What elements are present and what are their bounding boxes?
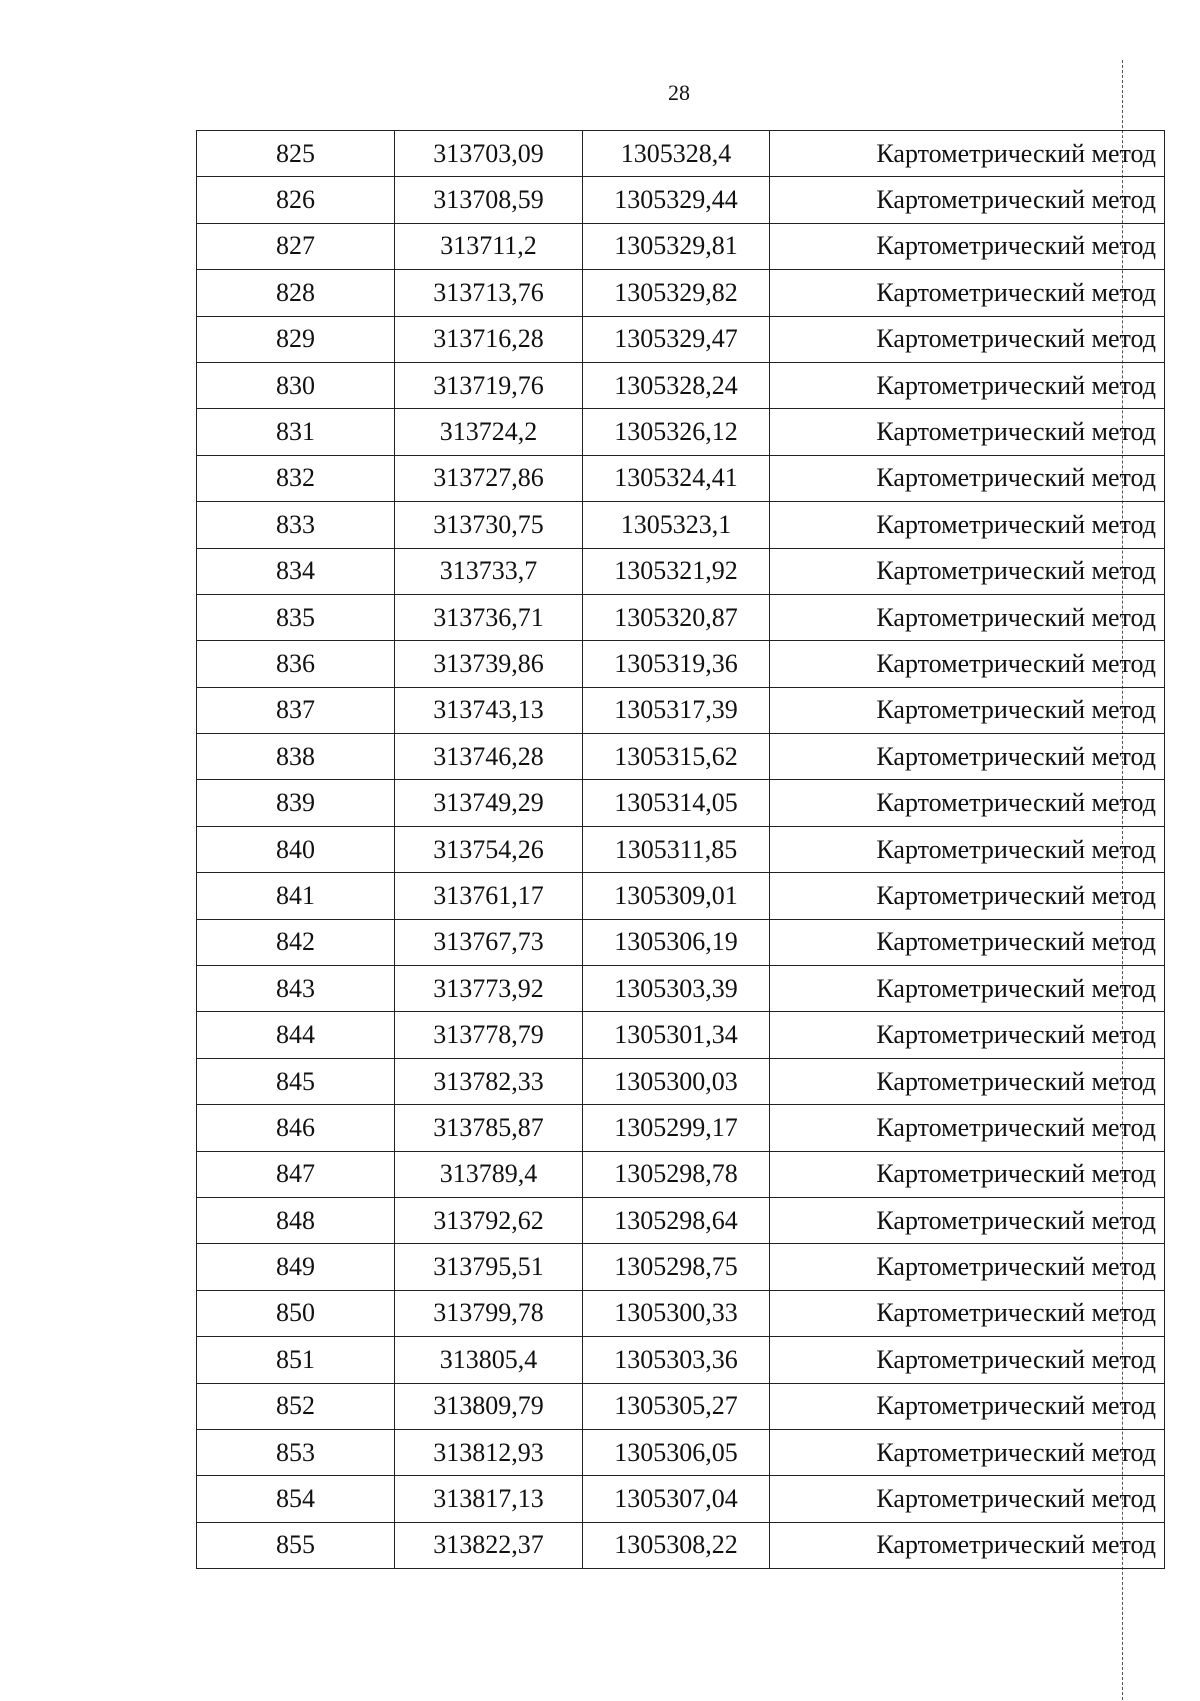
y-coordinate-cell: 1305303,36 [583,1337,770,1383]
method-cell: Картометрический метод [770,1522,1165,1568]
x-coordinate-cell: 313812,93 [395,1429,583,1475]
table-row [197,1197,1165,1243]
method-cell: Картометрический метод [770,826,1165,872]
x-coordinate-cell: 313785,87 [395,1105,583,1151]
point-number-cell: 849 [197,1244,395,1290]
table-row [197,1290,1165,1336]
y-coordinate-cell: 1305324,41 [583,455,770,501]
table-row [197,223,1165,269]
point-number-cell: 846 [197,1105,395,1151]
y-coordinate-cell: 1305329,81 [583,223,770,269]
point-number-cell: 851 [197,1337,395,1383]
point-number-cell: 854 [197,1476,395,1522]
table-row [197,1058,1165,1104]
y-coordinate-cell: 1305326,12 [583,409,770,455]
method-cell: Картометрический метод [770,641,1165,687]
x-coordinate-cell: 313799,78 [395,1290,583,1336]
y-coordinate-cell: 1305328,24 [583,362,770,408]
x-coordinate-cell: 313730,75 [395,502,583,548]
table-row [197,1476,1165,1522]
y-coordinate-cell: 1305328,4 [583,131,770,177]
method-cell: Картометрический метод [770,1105,1165,1151]
table-row [197,1429,1165,1475]
point-number-cell: 838 [197,734,395,780]
x-coordinate-cell: 313795,51 [395,1244,583,1290]
table-row [197,1105,1165,1151]
method-cell: Картометрический метод [770,1151,1165,1197]
method-cell: Картометрический метод [770,362,1165,408]
x-coordinate-cell: 313767,73 [395,919,583,965]
x-coordinate-cell: 313736,71 [395,594,583,640]
table-row [197,316,1165,362]
point-number-cell: 825 [197,131,395,177]
method-cell: Картометрический метод [770,223,1165,269]
x-coordinate-cell: 313773,92 [395,966,583,1012]
y-coordinate-cell: 1305315,62 [583,734,770,780]
x-coordinate-cell: 313817,13 [395,1476,583,1522]
method-cell: Картометрический метод [770,455,1165,501]
point-number-cell: 841 [197,873,395,919]
table-row [197,502,1165,548]
table-row [197,1012,1165,1058]
x-coordinate-cell: 313792,62 [395,1197,583,1243]
x-coordinate-cell: 313754,26 [395,826,583,872]
x-coordinate-cell: 313739,86 [395,641,583,687]
method-cell: Картометрический метод [770,594,1165,640]
x-coordinate-cell: 313727,86 [395,455,583,501]
method-cell: Картометрический метод [770,270,1165,316]
y-coordinate-cell: 1305329,82 [583,270,770,316]
x-coordinate-cell: 313746,28 [395,734,583,780]
x-coordinate-cell: 313713,76 [395,270,583,316]
table-row [197,873,1165,919]
method-cell: Картометрический метод [770,873,1165,919]
y-coordinate-cell: 1305323,1 [583,502,770,548]
y-coordinate-cell: 1305321,92 [583,548,770,594]
y-coordinate-cell: 1305300,03 [583,1058,770,1104]
y-coordinate-cell: 1305307,04 [583,1476,770,1522]
point-number-cell: 850 [197,1290,395,1336]
table-row [197,548,1165,594]
coordinates-table [196,130,1165,1569]
x-coordinate-cell: 313703,09 [395,131,583,177]
method-cell: Картометрический метод [770,1058,1165,1104]
point-number-cell: 828 [197,270,395,316]
point-number-cell: 845 [197,1058,395,1104]
y-coordinate-cell: 1305305,27 [583,1383,770,1429]
table-row [197,966,1165,1012]
y-coordinate-cell: 1305319,36 [583,641,770,687]
table-row [197,919,1165,965]
y-coordinate-cell: 1305317,39 [583,687,770,733]
point-number-cell: 831 [197,409,395,455]
coordinates-table-body [197,131,1165,1569]
point-number-cell: 853 [197,1429,395,1475]
x-coordinate-cell: 313789,4 [395,1151,583,1197]
y-coordinate-cell: 1305314,05 [583,780,770,826]
table-row [197,734,1165,780]
point-number-cell: 842 [197,919,395,965]
method-cell: Картометрический метод [770,1012,1165,1058]
y-coordinate-cell: 1305306,05 [583,1429,770,1475]
y-coordinate-cell: 1305303,39 [583,966,770,1012]
x-coordinate-cell: 313822,37 [395,1522,583,1568]
point-number-cell: 832 [197,455,395,501]
x-coordinate-cell: 313733,7 [395,548,583,594]
method-cell: Картометрический метод [770,548,1165,594]
method-cell: Картометрический метод [770,1476,1165,1522]
method-cell: Картометрический метод [770,1429,1165,1475]
point-number-cell: 847 [197,1151,395,1197]
x-coordinate-cell: 313805,4 [395,1337,583,1383]
point-number-cell: 826 [197,177,395,223]
method-cell: Картометрический метод [770,1383,1165,1429]
method-cell: Картометрический метод [770,1337,1165,1383]
y-coordinate-cell: 1305320,87 [583,594,770,640]
y-coordinate-cell: 1305298,78 [583,1151,770,1197]
method-cell: Картометрический метод [770,1197,1165,1243]
point-number-cell: 837 [197,687,395,733]
method-cell: Картометрический метод [770,1244,1165,1290]
y-coordinate-cell: 1305298,64 [583,1197,770,1243]
x-coordinate-cell: 313809,79 [395,1383,583,1429]
method-cell: Картометрический метод [770,734,1165,780]
point-number-cell: 833 [197,502,395,548]
x-coordinate-cell: 313743,13 [395,687,583,733]
table-row [197,409,1165,455]
page-number: 28 [668,80,690,105]
table-row [197,177,1165,223]
x-coordinate-cell: 313719,76 [395,362,583,408]
point-number-cell: 840 [197,826,395,872]
method-cell: Картометрический метод [770,316,1165,362]
method-cell: Картометрический метод [770,131,1165,177]
point-number-cell: 836 [197,641,395,687]
point-number-cell: 852 [197,1383,395,1429]
table-row [197,1151,1165,1197]
method-cell: Картометрический метод [770,177,1165,223]
method-cell: Картометрический метод [770,687,1165,733]
point-number-cell: 829 [197,316,395,362]
y-coordinate-cell: 1305300,33 [583,1290,770,1336]
x-coordinate-cell: 313778,79 [395,1012,583,1058]
table-row [197,131,1165,177]
y-coordinate-cell: 1305329,44 [583,177,770,223]
x-coordinate-cell: 313724,2 [395,409,583,455]
table-row [197,1383,1165,1429]
x-coordinate-cell: 313761,17 [395,873,583,919]
point-number-cell: 830 [197,362,395,408]
table-row [197,270,1165,316]
point-number-cell: 839 [197,780,395,826]
table-row [197,687,1165,733]
method-cell: Картометрический метод [770,502,1165,548]
table-row [197,780,1165,826]
table-row [197,641,1165,687]
y-coordinate-cell: 1305299,17 [583,1105,770,1151]
method-cell: Картометрический метод [770,409,1165,455]
table-row [197,1337,1165,1383]
method-cell: Картометрический метод [770,919,1165,965]
y-coordinate-cell: 1305309,01 [583,873,770,919]
table-row [197,362,1165,408]
method-cell: Картометрический метод [770,780,1165,826]
x-coordinate-cell: 313716,28 [395,316,583,362]
point-number-cell: 848 [197,1197,395,1243]
y-coordinate-cell: 1305308,22 [583,1522,770,1568]
method-cell: Картометрический метод [770,1290,1165,1336]
x-coordinate-cell: 313782,33 [395,1058,583,1104]
table-row [197,455,1165,501]
table-row [197,1244,1165,1290]
point-number-cell: 855 [197,1522,395,1568]
method-cell: Картометрический метод [770,966,1165,1012]
point-number-cell: 835 [197,594,395,640]
point-number-cell: 843 [197,966,395,1012]
table-row [197,1522,1165,1568]
x-coordinate-cell: 313708,59 [395,177,583,223]
x-coordinate-cell: 313711,2 [395,223,583,269]
y-coordinate-cell: 1305311,85 [583,826,770,872]
point-number-cell: 844 [197,1012,395,1058]
x-coordinate-cell: 313749,29 [395,780,583,826]
point-number-cell: 827 [197,223,395,269]
table-row [197,826,1165,872]
y-coordinate-cell: 1305306,19 [583,919,770,965]
y-coordinate-cell: 1305301,34 [583,1012,770,1058]
table-row [197,594,1165,640]
point-number-cell: 834 [197,548,395,594]
y-coordinate-cell: 1305329,47 [583,316,770,362]
y-coordinate-cell: 1305298,75 [583,1244,770,1290]
